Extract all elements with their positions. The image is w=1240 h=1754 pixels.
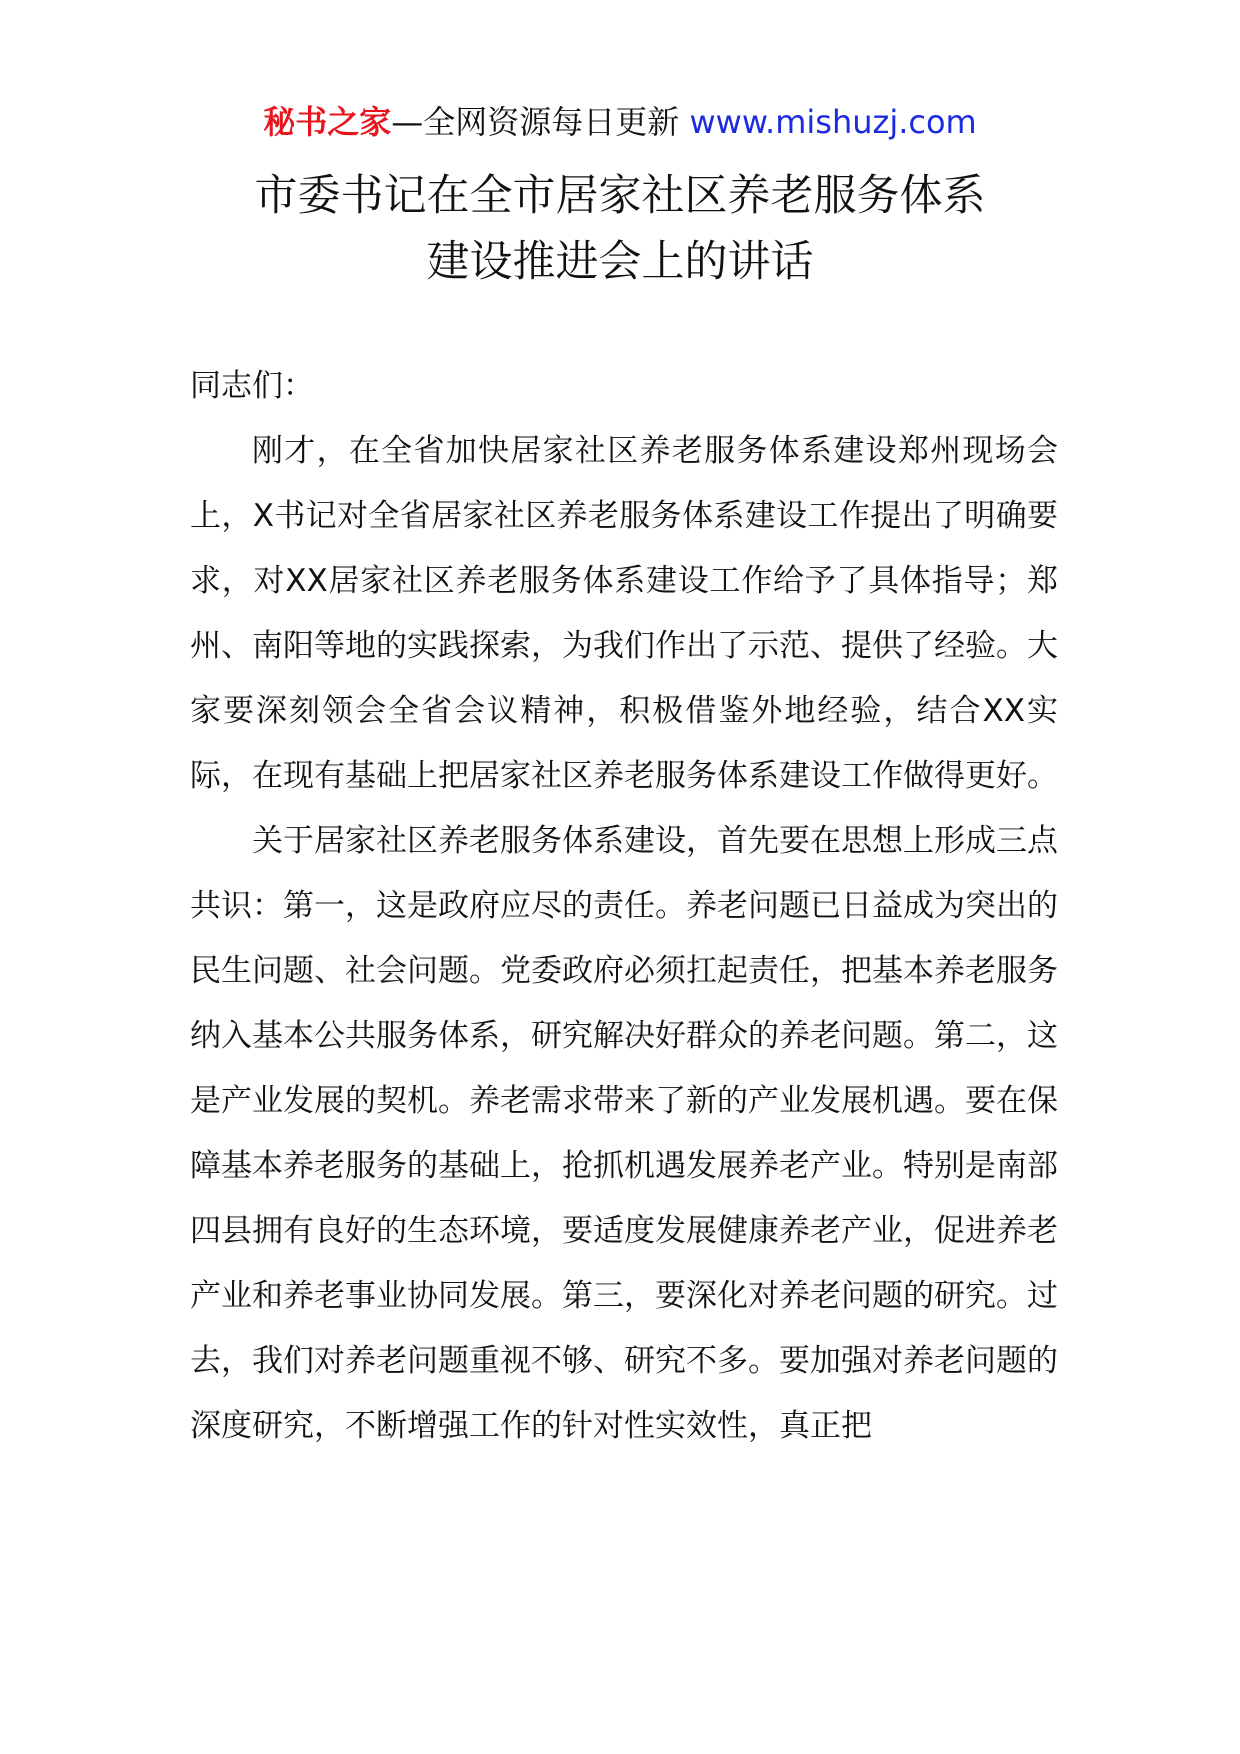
document-title [0,163,1240,295]
title-line-2: 建设推进会上的讲话 [426,237,814,287]
paragraph-1: 刚才，在全省加快居家社区养老服务体系建设郑州现场会上，X书记对全省居家社区养老服务体系建设工作提出了明确要求，对XX居家社区养老服务体系建设工作给予了具体指导；郑州、南阳等地的实践探索，为我们作出了示范、提供了经验。大家要深刻领会全省会议精神，积极借鉴外地经验，结合XX实际，在现有基础上把居家社区养老服务体系建设工作做得更好。 [190,433,1058,794]
site-url-link[interactable]: www.mishuzj.com [689,103,977,141]
header-tagline: —全网资源每日更新 [391,103,680,141]
paragraph-2: 关于居家社区养老服务体系建设，首先要在思想上形成三点共识：第一，这是政府应尽的责任。养老问题已日益成为突出的民生问题、社会问题。党委政府必须扛起责任，把基本养老服务纳入基本公共服务体系，研究解决好群众的养老问题。第二，这是产业发展的契机。养老需求带来了新的产业发展机遇。要在保障基本养老服务的基础上，抢抓机遇发展养老产业。特别是南部四县拥有良好的生态环境，要适度发展健康养老产业，促进养老产业和养老事业协同发展。第三，要深化对养老问题的研究。过去，我们对养老问题重视不够、研究不多。要加强对养老问题的深度研究，不断增强工作的针对性实效性，真正把 [190,823,1058,1444]
salutation: 同志们： [190,368,314,404]
brand-name: 秘书之家 [263,103,392,141]
title-line-1: 市委书记在全市居家社区养老服务体系 [254,171,986,221]
site-header [0,100,1240,144]
document-body [190,354,1058,1459]
